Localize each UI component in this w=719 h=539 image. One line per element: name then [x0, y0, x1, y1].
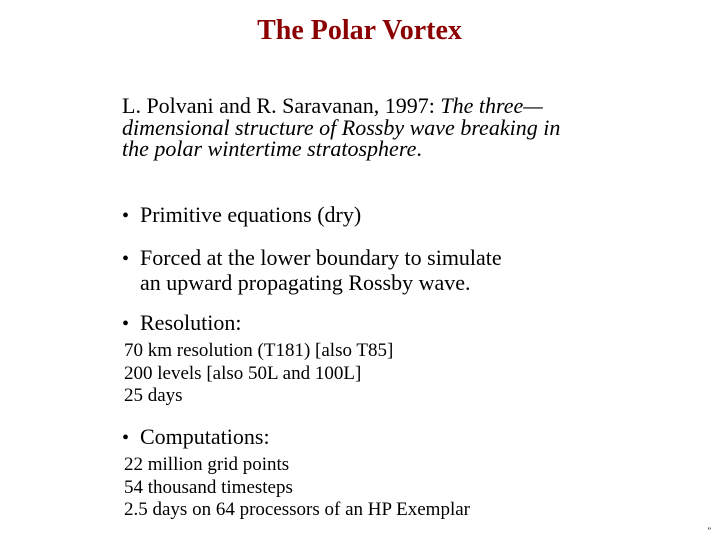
detail-line: 200 levels [also 50L and 100L]	[124, 362, 362, 384]
bullet-dot-icon: •	[122, 248, 130, 270]
bullet-dot-icon: •	[122, 205, 130, 227]
citation-authors: L. Polvani and R. Saravanan, 1997:	[122, 93, 435, 118]
detail-line: 25 days	[124, 385, 183, 406]
computation-details	[124, 454, 470, 522]
slide-title: The Polar Vortex	[257, 15, 462, 46]
detail-line: 70 km resolution (T181) [also T85]	[124, 340, 394, 361]
resolution-details	[124, 340, 393, 408]
bullet-text: Computations:	[140, 424, 270, 449]
citation	[122, 95, 592, 160]
detail-line: 2.5 days on 64 processors of an HP Exemplar	[124, 499, 470, 520]
bullet-computations	[122, 425, 270, 450]
bullet-primitive-equations	[122, 203, 361, 228]
bullet-forced-boundary	[122, 246, 502, 294]
citation-work-title: The three— dimensional structure of Rossby wave breaking in the polar wintertime stratosphere	[122, 93, 561, 161]
corner-mark: ”	[707, 526, 711, 535]
bullet-dot-icon: •	[122, 427, 130, 449]
bullet-text: Resolution:	[140, 310, 242, 335]
detail-line: 54 thousand timesteps	[124, 476, 293, 498]
detail-line: 22 million grid points	[124, 454, 290, 475]
bullet-text-continued: an upward propagating Rossby wave.	[140, 270, 471, 295]
bullet-resolution	[122, 311, 241, 336]
citation-end: .	[416, 136, 422, 161]
bullet-text: Forced at the lower boundary to simulate	[140, 245, 502, 270]
bullet-dot-icon: •	[122, 313, 130, 335]
bullet-text: Primitive equations (dry)	[140, 202, 362, 227]
